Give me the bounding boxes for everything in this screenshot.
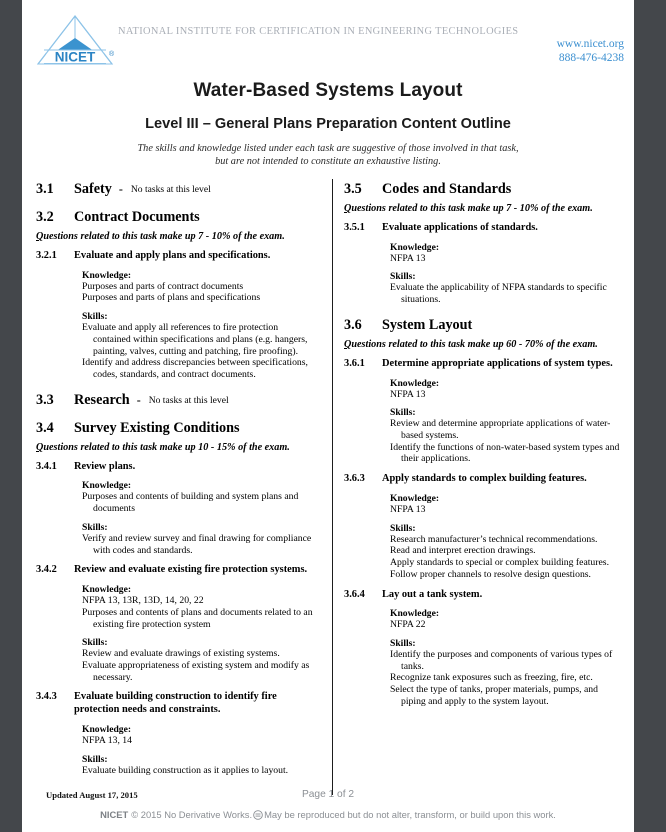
section-title: Safety	[74, 180, 112, 197]
section-exam-weight-prefix: Q	[36, 441, 44, 453]
page-footer	[22, 790, 634, 822]
section-exam-weight	[344, 339, 620, 350]
list-item: Follow proper channels to resolve design questions.	[390, 568, 591, 580]
knowledge-list	[390, 504, 620, 516]
knowledge-label: Knowledge:	[82, 480, 132, 492]
knowledge-list	[82, 491, 314, 514]
section-title: Codes and Standards	[382, 180, 512, 197]
task-number: 3.6.1	[344, 357, 365, 369]
knowledge-list	[390, 389, 620, 401]
task-heading	[344, 473, 620, 486]
section-heading	[36, 420, 314, 437]
registered-mark-icon: ®	[109, 51, 115, 58]
knowledge-block	[390, 608, 620, 631]
copyright-text-2: May be reproduced but do not alter, transform, or build upon this work.	[264, 809, 556, 820]
knowledge-label: Knowledge:	[390, 608, 440, 620]
copyright-brand: NICET	[100, 809, 129, 820]
section-heading	[36, 209, 314, 226]
knowledge-list	[390, 619, 620, 631]
list-item: Identify the purposes and components of various types of tanks.	[390, 648, 613, 672]
list-item: Purposes and parts of plans and specifications	[82, 292, 261, 304]
list-item: Evaluate building construction as it applies to layout.	[82, 764, 289, 776]
task-title: Evaluate and apply plans and specifications.	[74, 249, 271, 261]
section-exam-weight-text: uestions related to this task make up 7 - 10% of the exam.	[43, 230, 285, 242]
section-exam-weight-prefix: Q	[36, 230, 44, 242]
skills-block	[390, 271, 620, 305]
skills-label: Skills:	[390, 407, 416, 419]
contact-info	[557, 38, 624, 65]
task-heading	[36, 461, 314, 474]
skills-list	[390, 282, 620, 305]
list-item: Verify and review survey and final drawing for compliance with codes and standards.	[82, 532, 312, 556]
copyright-notice	[36, 809, 620, 822]
task-heading	[344, 222, 620, 235]
section-dash: -	[118, 181, 123, 196]
skills-list	[82, 322, 314, 381]
skills-block	[82, 522, 314, 556]
copyright-text-1: © 2015 No Derivative Works.	[131, 809, 253, 820]
section-exam-weight-text: uestions related to this task make up 7 - 10% of the exam.	[351, 202, 593, 214]
website-link[interactable]: www.nicet.org	[556, 38, 624, 50]
organization-name: NATIONAL INSTITUTE FOR CERTIFICATION IN ENGINEERING TECHNOLOGIES	[118, 26, 519, 37]
list-item: Review and evaluate drawings of existing systems.	[82, 648, 280, 660]
list-item: Select the type of tanks, proper materials, pumps, and piping and apply to the system layout.	[390, 684, 598, 707]
task-heading	[36, 564, 314, 577]
skills-list	[82, 648, 314, 683]
knowledge-block	[82, 584, 314, 630]
phone-number: 888-476-4238	[558, 51, 624, 64]
no-derivatives-icon	[253, 810, 263, 822]
skills-label: Skills:	[82, 637, 108, 649]
knowledge-label: Knowledge:	[82, 269, 132, 281]
knowledge-label: Knowledge:	[390, 241, 440, 253]
knowledge-label: Knowledge:	[390, 492, 440, 504]
task-heading	[36, 250, 314, 263]
list-item: Identify and address discrepancies between specifications, codes, standards, and contract documents.	[82, 357, 308, 381]
task-title: Evaluate building construction to identify fire protection needs and constraints.	[74, 691, 277, 716]
knowledge-block	[390, 378, 620, 401]
section-heading	[36, 392, 314, 409]
list-item: Research manufacturer’s technical recommendations.	[390, 533, 598, 545]
section-heading	[344, 317, 620, 334]
list-item: NFPA 13	[390, 252, 426, 264]
skills-list	[390, 418, 620, 465]
knowledge-block	[390, 493, 620, 516]
list-item: NFPA 13, 14	[82, 734, 132, 746]
task-number: 3.4.1	[36, 460, 57, 472]
section-exam-weight	[36, 231, 314, 242]
task-number: 3.4.3	[36, 691, 57, 703]
document-page	[22, 0, 634, 832]
task-heading	[344, 358, 620, 371]
skills-list	[390, 534, 620, 581]
list-item: NFPA 13	[390, 503, 426, 515]
knowledge-list	[82, 281, 314, 304]
section-number: 3.3	[36, 391, 54, 408]
knowledge-block	[82, 480, 314, 514]
skills-list	[82, 533, 314, 556]
task-heading	[36, 691, 314, 716]
skills-block	[390, 638, 620, 708]
task-title: Determine appropriate applications of system types.	[382, 357, 613, 369]
section-number: 3.4	[36, 419, 54, 436]
list-item: Purposes and contents of plans and documents related to an existing fire protection system	[82, 606, 313, 630]
section-exam-weight	[36, 442, 314, 453]
section-exam-weight-text: uestions related to this task make up 60 - 70% of the exam.	[351, 338, 598, 350]
skills-block	[82, 754, 314, 777]
knowledge-block	[390, 242, 620, 265]
task-title: Evaluate applications of standards.	[382, 221, 538, 233]
list-item: NFPA 13, 13R, 13D, 14, 20, 22	[82, 595, 204, 607]
knowledge-block	[82, 270, 314, 304]
nicet-logo	[32, 12, 118, 70]
section-exam-weight-text: uestions related to this task make up 10 - 15% of the exam.	[43, 441, 290, 453]
list-item: Review and determine appropriate applications of water-based systems.	[390, 418, 611, 441]
task-number: 3.6.4	[344, 588, 365, 600]
knowledge-list	[82, 595, 314, 630]
section-title: Survey Existing Conditions	[74, 419, 240, 436]
section-title: Contract Documents	[74, 208, 200, 225]
skills-label: Skills:	[82, 311, 108, 323]
list-item: Identify the functions of non-water-based system types and their applications.	[390, 441, 620, 465]
section-heading	[344, 181, 620, 198]
skills-label: Skills:	[390, 522, 416, 534]
skills-block	[390, 407, 620, 465]
section-inline-note: No tasks at this level	[148, 394, 229, 406]
list-item: Purposes and parts of contract documents	[82, 280, 244, 292]
section-dash: -	[136, 392, 141, 407]
skills-label: Skills:	[390, 271, 416, 283]
skills-block	[390, 523, 620, 581]
knowledge-list	[82, 735, 314, 747]
right-column	[328, 181, 620, 776]
task-number: 3.6.3	[344, 473, 365, 485]
list-item: Evaluate and apply all references to fire protection contained within specifications and plans (e.g. hangers, painting, valves, cutting and patching, fire proofing).	[82, 322, 308, 357]
task-number: 3.5.1	[344, 221, 365, 233]
task-title: Review plans.	[74, 460, 136, 472]
skills-list	[82, 765, 314, 777]
page-title: Water-Based Systems Layout	[193, 80, 463, 101]
list-item: Evaluate the applicability of NFPA standards to specific situations.	[390, 282, 607, 306]
list-item: NFPA 13	[390, 388, 426, 400]
skills-label: Skills:	[82, 753, 108, 765]
list-item: NFPA 22	[390, 619, 426, 631]
list-item: Evaluate appropriateness of existing system and modify as necessary.	[82, 660, 310, 683]
page-number: Page 1 of 2	[301, 789, 355, 800]
section-number: 3.6	[344, 316, 362, 333]
task-number: 3.4.2	[36, 564, 57, 576]
list-item: Purposes and contents of building and system plans and documents	[82, 491, 299, 515]
column-divider	[332, 179, 333, 795]
section-title: System Layout	[382, 316, 473, 333]
skills-block	[82, 637, 314, 683]
page-subtitle: Level III – General Plans Preparation Content Outline	[145, 116, 511, 132]
skills-label: Skills:	[390, 637, 416, 649]
page-note	[22, 143, 634, 169]
skills-list	[390, 649, 620, 708]
section-heading	[36, 181, 314, 198]
knowledge-list	[390, 253, 620, 265]
logo-wordmark: NICET	[54, 49, 96, 65]
section-inline-note: No tasks at this level	[130, 183, 211, 195]
page-note-line-2: but are not intended to constitute an exhaustive listing.	[215, 155, 441, 167]
list-item: Recognize tank exposures such as freezing, fire, etc.	[390, 672, 593, 684]
task-heading	[344, 589, 620, 602]
knowledge-label: Knowledge:	[390, 377, 440, 389]
content-columns	[22, 181, 634, 776]
left-column	[36, 181, 328, 776]
task-title: Review and evaluate existing fire protection systems.	[74, 564, 308, 576]
section-exam-weight-prefix: Q	[344, 338, 352, 350]
section-number: 3.5	[344, 180, 362, 197]
task-title: Lay out a tank system.	[382, 588, 483, 600]
section-title: Research	[74, 391, 130, 408]
skills-label: Skills:	[82, 521, 108, 533]
knowledge-label: Knowledge:	[82, 584, 132, 596]
list-item: Apply standards to special or complex building features.	[390, 557, 609, 569]
section-exam-weight	[344, 203, 620, 214]
list-item: Read and interpret erection drawings.	[390, 545, 536, 557]
page-header	[22, 0, 634, 68]
task-title: Apply standards to complex building features.	[382, 473, 587, 485]
updated-date: Updated August 17, 2015	[46, 790, 138, 800]
page-note-line-1: The skills and knowledge listed under each task are suggestive of those involved in that task,	[137, 143, 519, 154]
section-exam-weight-prefix: Q	[344, 202, 352, 214]
section-number: 3.1	[36, 180, 54, 197]
knowledge-block	[82, 724, 314, 747]
task-number: 3.2.1	[36, 249, 57, 261]
skills-block	[82, 311, 314, 381]
section-number: 3.2	[36, 208, 54, 225]
knowledge-label: Knowledge:	[82, 723, 132, 735]
